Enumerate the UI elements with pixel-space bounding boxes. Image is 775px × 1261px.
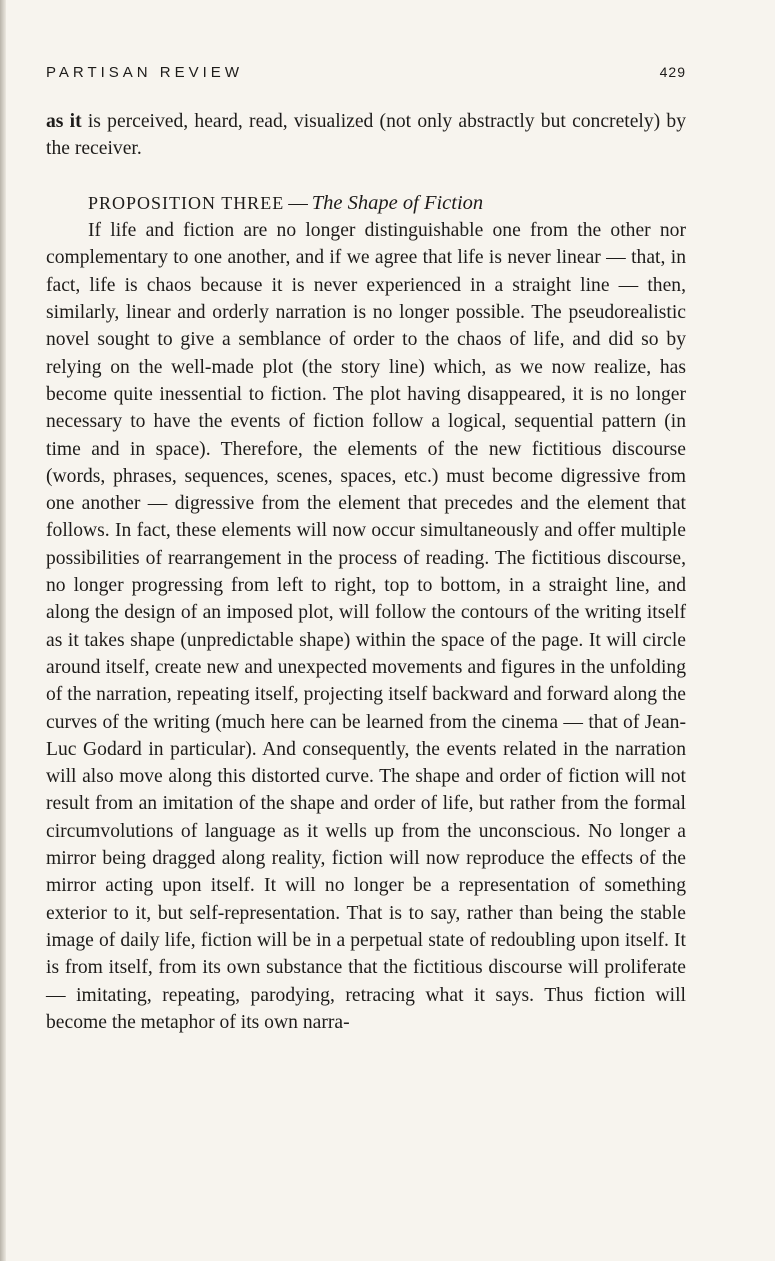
section-heading: [46, 190, 686, 217]
proposition-label: PROPOSITION THREE: [88, 192, 285, 213]
binding-gutter: [0, 0, 6, 1261]
heading-dash: —: [288, 192, 308, 214]
continuation-text: is perceived, heard, read, visualized (not only abstractly but concretely) by the receiver.: [46, 111, 686, 160]
continuation-lead: as it: [46, 111, 82, 132]
journal-title: PARTISAN REVIEW: [46, 64, 243, 81]
section-title: The Shape of Fiction: [311, 191, 484, 214]
continuation-paragraph: [46, 108, 686, 163]
running-head: [46, 58, 686, 88]
body-paragraph: If life and fiction are no longer distinguishable one from the other nor complementary to one another, and if we agree that life is never linear — that, in fact, life is chaos because it is never experienced in a straight line — then, similarly, linear and orderly narration is no longer possible. The pseudorealistic novel sought to give a semblance of order to the chaos of life, and did so by relying on the well-made plot (the story line) which, as we now realize, has become quite inessential to fiction. The plot having disappeared, it is no longer necessary to have the events of fiction follow a logical, sequential pattern (in time and in space). Therefore, the elements of the new fictitious discourse (words, phrases, sequences, scenes, spaces, etc.) must become digressive from one another — digressive from the element that precedes and the element that follows. In fact, these elements will now occur simultaneously and offer multiple possibilities of rearrangement in the process of reading. The fictitious discourse, no longer progressing from left to right, top to bottom, in a straight line, and along the design of an imposed plot, will follow the contours of the writing itself as it takes shape (unpredictable shape) within the space of the page. It will circle around itself, create new and unexpected movements and figures in the unfolding of the narration, repeating itself, projecting itself backward and forward along the curves of the writing (much here can be learned from the cinema — that of Jean-Luc Godard in particular). And consequently, the events related in the narration will also move along this distorted curve. The shape and order of fiction will not result from an imitation of the shape and order of life, but rather from the formal circumvolutions of language as it wells up from the unconscious. No longer a mirror being dragged along reality, fiction will now reproduce the effects of the mirror acting upon itself. It will no longer be a representation of something exterior to it, but self-representation. That is to say, rather than being the stable image of daily life, fiction will be in a perpetual state of redoubling upon itself. It is from itself, from its own substance that the fictitious discourse will proliferate — imitating, repeating, parodying, retracing what it says. Thus fiction will become the metaphor of its own narra-: [46, 220, 686, 1033]
page-body: [46, 108, 686, 1036]
page-number: 429: [659, 64, 686, 80]
